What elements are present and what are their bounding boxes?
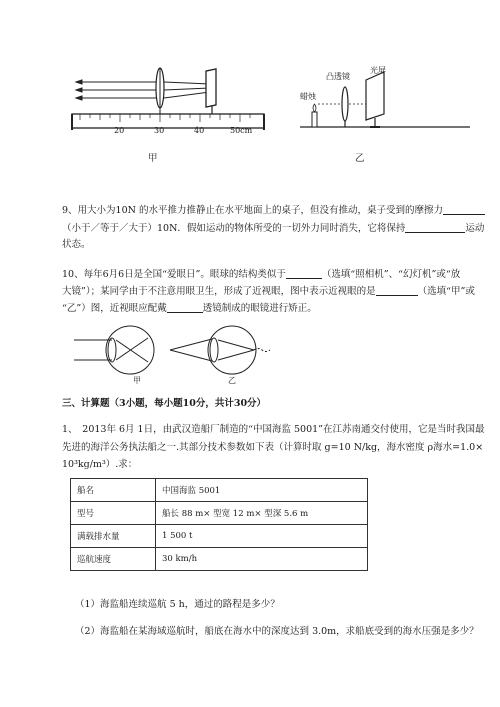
- section-heading: 三、计算题（3小题，每小题10分，共计30分）: [62, 398, 267, 409]
- label-lens: 凸透镜: [326, 72, 350, 81]
- table-value: 中国海监 5001: [156, 479, 368, 502]
- table-key: 型号: [71, 502, 156, 525]
- q9-line3: 状态。: [62, 239, 91, 250]
- table-value: 30 km/h: [156, 548, 368, 571]
- eye-caption-left: 甲: [133, 376, 141, 385]
- table-key: 船名: [71, 479, 156, 502]
- top-figures: [0, 0, 500, 175]
- table-key: 巡航速度: [71, 548, 156, 571]
- table-row: [71, 548, 368, 571]
- q10-blank-1[interactable]: [286, 267, 322, 279]
- eye-diagrams: [0, 320, 500, 390]
- q10-line3: “乙”）图，近视眼应配戴 透镜制成的眼镜进行矫正。: [62, 303, 317, 314]
- eye-caption-right: 乙: [228, 376, 236, 385]
- q9-blank-2[interactable]: [405, 221, 465, 233]
- figure-lens-ruler: [72, 68, 264, 130]
- label-candle: 蜡烛: [300, 92, 316, 101]
- eye-diagram-left: [74, 326, 154, 374]
- q10-blank-2[interactable]: [376, 284, 418, 296]
- ruler-tick-label: 50cm: [230, 126, 253, 135]
- table-row: [71, 479, 368, 502]
- table-row: [71, 502, 368, 525]
- table-value: 船长 88 m× 型宽 12 m× 型深 5.6 m: [156, 502, 368, 525]
- q9-line1: 9、用大小为10N 的水平推力推静止在水平地面上的桌子，但没有推动，桌子受到的摩擦力: [62, 203, 485, 217]
- table-key: 满载排水量: [71, 525, 156, 548]
- ruler-tick-label: 20: [114, 126, 125, 135]
- spec-table: [70, 478, 368, 571]
- table-row: [71, 525, 368, 548]
- eye-diagram-right: [170, 326, 270, 374]
- q10-blank-3[interactable]: [167, 301, 203, 313]
- p1-sub1: （1）海监船连续巡航 5 h，通过的路程是多少？: [75, 599, 280, 610]
- p1-line2: 先进的海洋公务执法船之一.其部分技术参数如下表（计算时取 g=10 N/kg，海水密度 ρ海水=1.0×: [62, 442, 484, 453]
- p1-sub2: （2）海监船在某海域巡航时，船底在海水中的深度达到 3.0m，求船底受到的海水压强是多少？: [75, 626, 479, 637]
- ruler-tick-label: 30: [154, 126, 165, 135]
- q9-line2: （小于／等于／大于）10N．假如运动的物体所受的一切外力同时消失，它将保持 运动: [62, 223, 485, 234]
- label-screen: 光屏: [370, 66, 386, 75]
- q10-line2: 大镜”）；某同学由于不注意用眼卫生，形成了近视眼，图中表示近视眼的是 （选填“甲”或: [62, 286, 475, 297]
- p1-line1: 1、 2013年 6月 1日，由武汉造船厂制造的“中国海监 5001”在江苏南通交付使用，它是当时我国最: [62, 424, 485, 435]
- p1-line3: 10³kg/m³）.求：: [62, 459, 138, 470]
- ruler-tick-label: 40: [194, 126, 205, 135]
- figure-caption-left: 甲: [148, 153, 158, 164]
- q9-blank-1[interactable]: [443, 203, 485, 215]
- table-value: 1 500 t: [156, 525, 368, 548]
- figure-caption-right: 乙: [355, 153, 365, 164]
- q10-line1: 10、每年6月6日是全国“爱眼日”。眼球的结构类似于 （选填“照相机”、“幻灯机”或“放: [62, 269, 461, 280]
